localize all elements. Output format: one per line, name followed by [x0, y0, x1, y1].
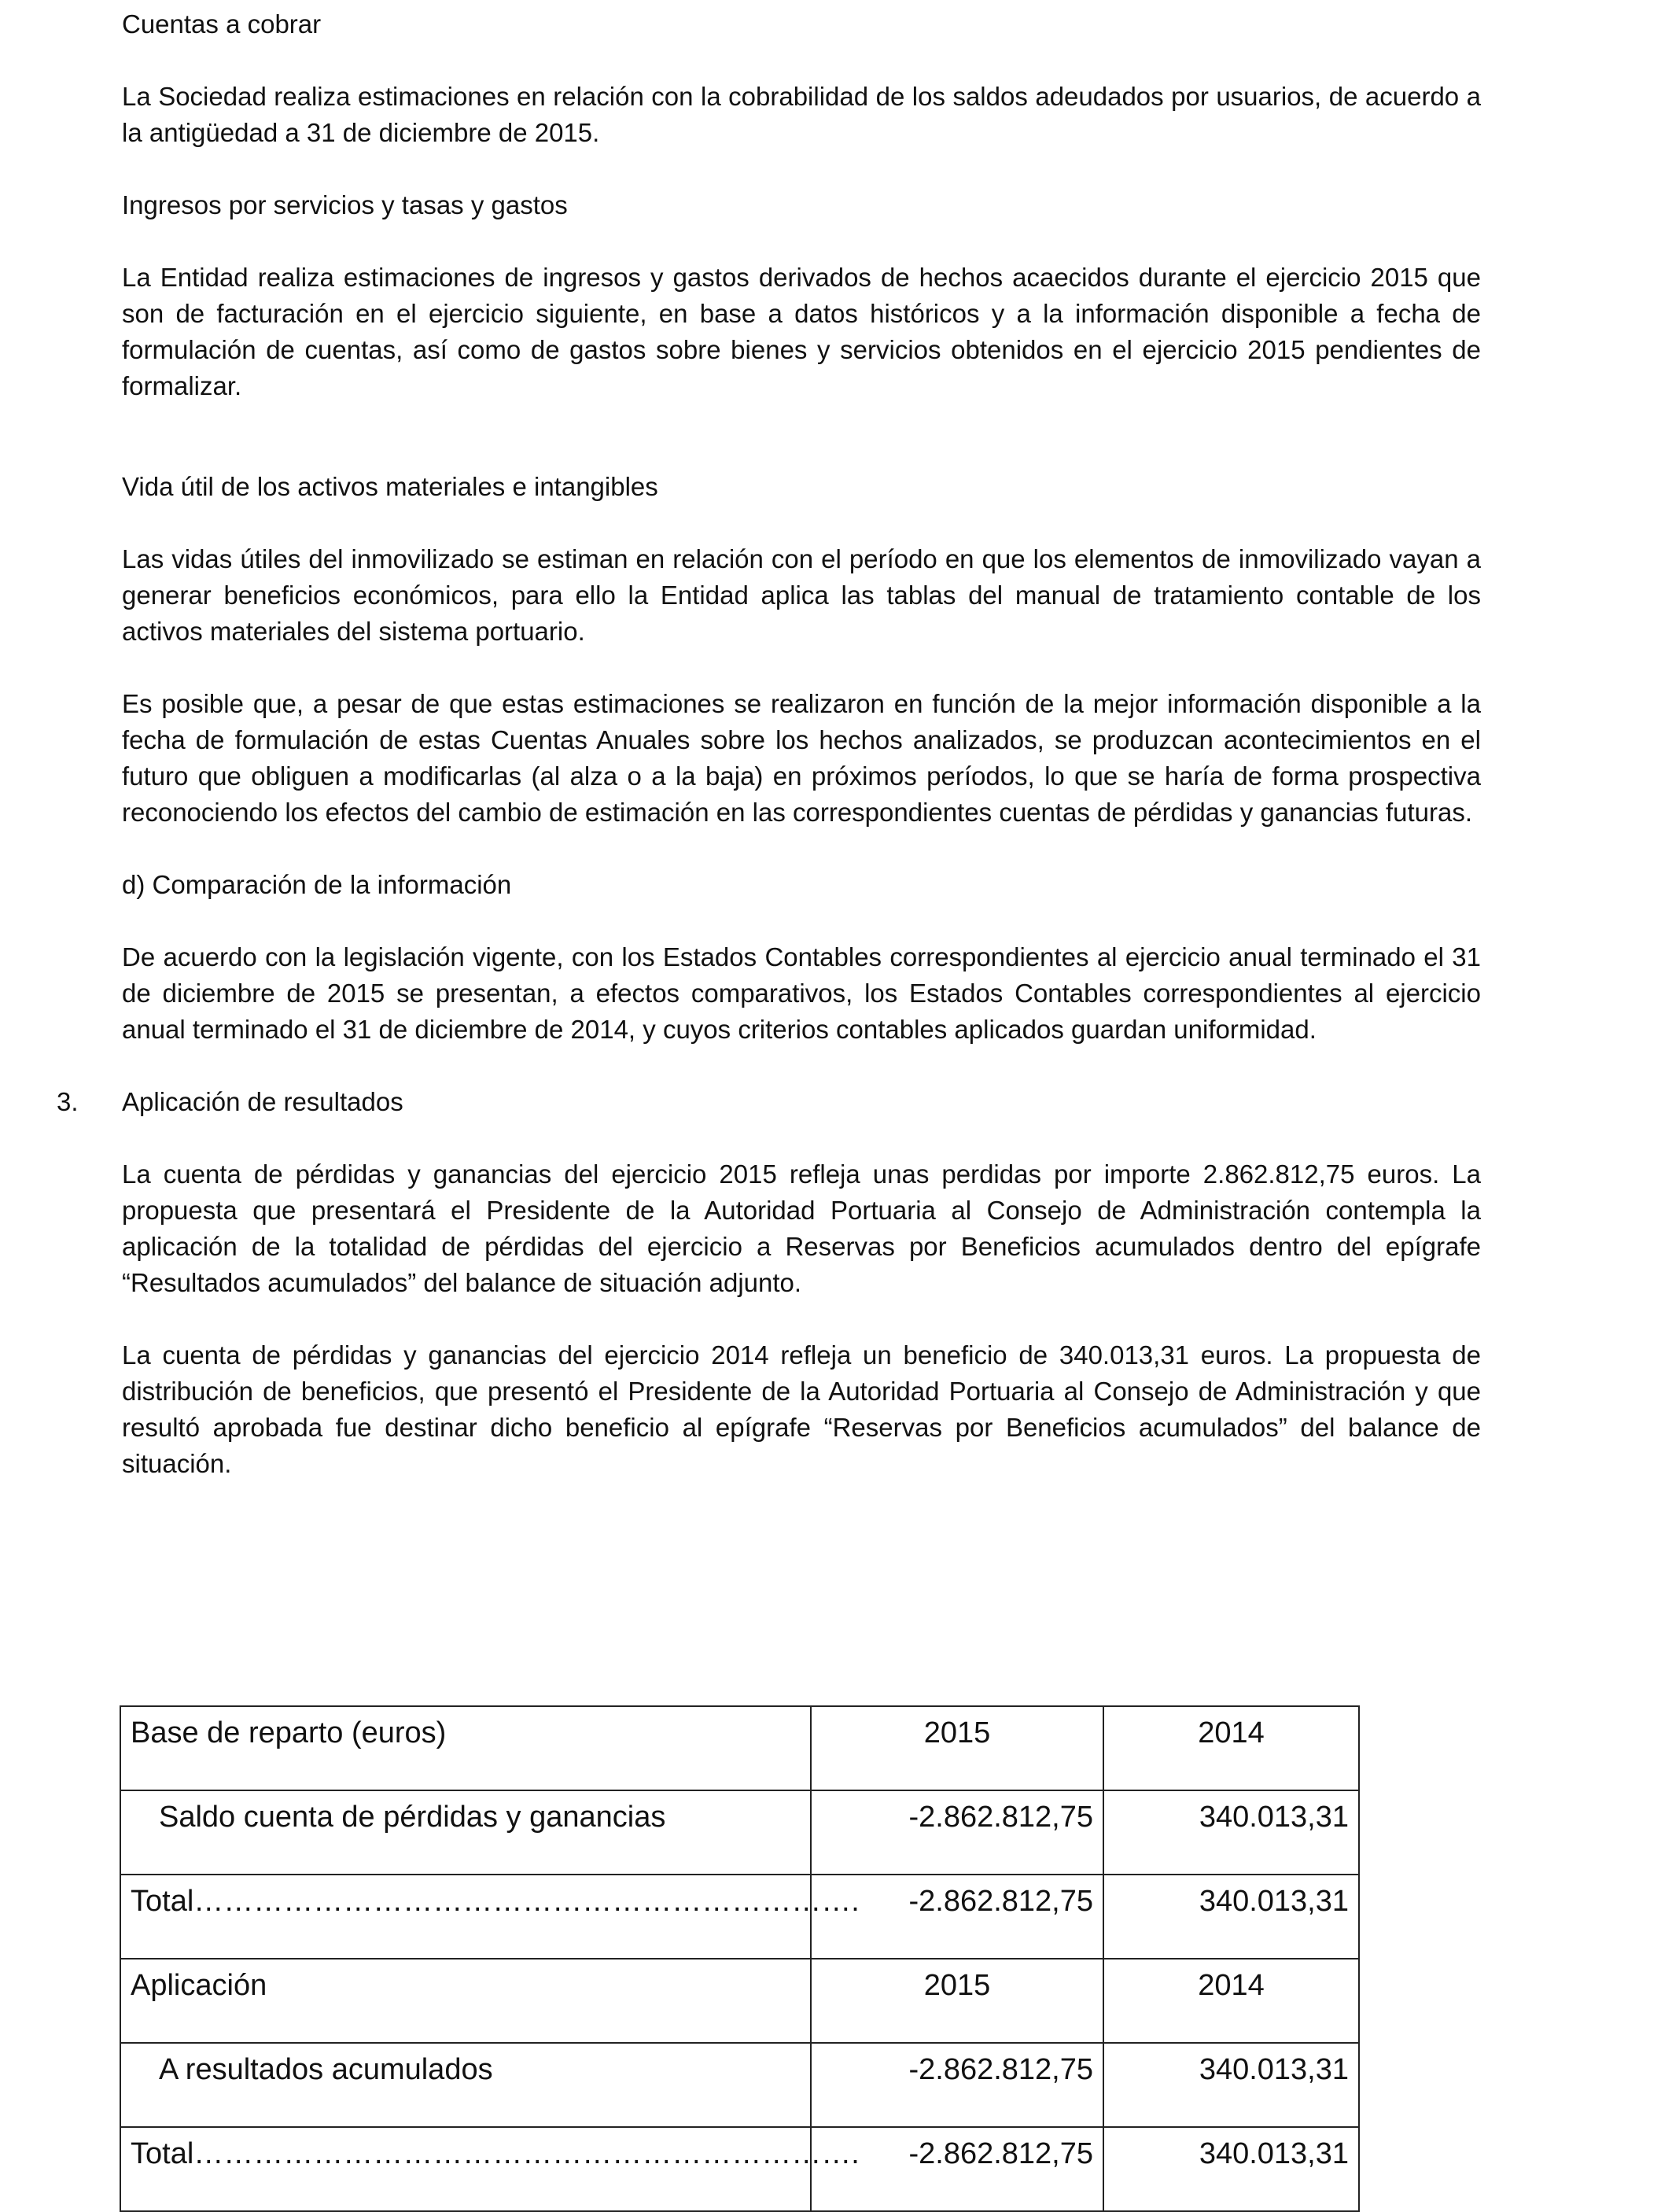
row-label: Total…………………………………………………………. [120, 2127, 811, 2211]
cell-2014: 2014 [1103, 1959, 1359, 2043]
heading-aplicacion: Aplicación de resultados [122, 1087, 403, 1116]
row-label: Aplicación [120, 1959, 811, 2043]
heading-comparacion: d) Comparación de la información [122, 870, 512, 899]
cell-2015: -2.862.812,75 [811, 1790, 1103, 1875]
cell-2014: 340.013,31 [1103, 1875, 1359, 1959]
cell-2015: -2.862.812,75 [811, 2127, 1103, 2211]
cell-2015: -2.862.812,75 [811, 2043, 1103, 2127]
paragraph-cuentas-a-cobrar: La Sociedad realiza estimaciones en relación con la cobrabilidad de los saldos adeudados por usuarios, de acuerdo a la antigüedad a 31 de diciembre de 2015. [122, 82, 1481, 147]
results-table [120, 1705, 1360, 2212]
cell-2015: 2015 [811, 1959, 1103, 2043]
paragraph-aplicacion-2: La cuenta de pérdidas y ganancias del ejercicio 2014 refleja un beneficio de 340.013,31 euros. La propuesta de distribución de beneficios, que presentó el Presidente de la Autoridad Portuaria al Consejo de Administración y que resultó aprobada fue destinar dicho beneficio al epígrafe “Reservas por Beneficios acumulados” del balance de situación. [122, 1340, 1481, 1478]
cell-2014: 2014 [1103, 1706, 1359, 1790]
heading-ingresos: Ingresos por servicios y tasas y gastos [122, 190, 568, 219]
cell-2014: 340.013,31 [1103, 2127, 1359, 2211]
section-aplicacion [57, 1084, 1481, 1120]
document-body [57, 6, 1481, 1482]
cell-2015: 2015 [811, 1706, 1103, 1790]
table-row [120, 1790, 1359, 1875]
results-table-wrapper [120, 1705, 1358, 2212]
row-label: Base de reparto (euros) [120, 1706, 811, 1790]
paragraph-vida-util-2: Es posible que, a pesar de que estas estimaciones se realizaron en función de la mejor información disponible a la fecha de formulación de estas Cuentas Anuales sobre los hechos analizados, se produzcan acontecimientos en el futuro que obliguen a modificarlas (al alza o a la baja) en próximos períodos, lo que se haría de forma prospectiva reconociendo los efectos del cambio de estimación en las correspondientes cuentas de pérdidas y ganancias futuras. [122, 689, 1481, 827]
table-row [120, 1706, 1359, 1790]
table-row [120, 1959, 1359, 2043]
paragraph-vida-util-1: Las vidas útiles del inmovilizado se estiman en relación con el período en que los elementos de inmovilizado vayan a generar beneficios económicos, para ello la Entidad aplica las tablas del manual de tratamiento contable de los activos materiales del sistema portuario. [122, 544, 1481, 646]
table-row [120, 2127, 1359, 2211]
paragraph-ingresos: La Entidad realiza estimaciones de ingresos y gastos derivados de hechos acaecidos durante el ejercicio 2015 que son de facturación en el ejercicio siguiente, en base a datos históricos y a la información disponible a fecha de formulación de cuentas, así como de gastos sobre bienes y servicios obtenidos en el ejercicio 2015 pendientes de formalizar. [122, 263, 1481, 400]
heading-cuentas-a-cobrar: Cuentas a cobrar [122, 9, 322, 39]
heading-vida-util: Vida útil de los activos materiales e intangibles [122, 472, 658, 501]
row-label: A resultados acumulados [120, 2043, 811, 2127]
row-label: Saldo cuenta de pérdidas y ganancias [120, 1790, 811, 1875]
cell-2014: 340.013,31 [1103, 1790, 1359, 1875]
paragraph-comparacion: De acuerdo con la legislación vigente, con los Estados Contables correspondientes al ejercicio anual terminado el 31 de diciembre de 2015 se presentan, a efectos comparativos, los Estados Contables correspondientes al ejercicio anual terminado el 31 de diciembre de 2014, y cuyos criterios contables aplicados guardan uniformidad. [122, 942, 1481, 1044]
cell-2014: 340.013,31 [1103, 2043, 1359, 2127]
paragraph-aplicacion-1: La cuenta de pérdidas y ganancias del ejercicio 2015 refleja unas perdidas por importe 2.862.812,75 euros. La propuesta que presentará el Presidente de la Autoridad Portuaria al Consejo de Administración contempla la aplicación de la totalidad de pérdidas del ejercicio a Reservas por Beneficios acumulados dentro del epígrafe “Resultados acumulados” del balance de situación adjunto. [122, 1159, 1481, 1297]
section-number: 3. [57, 1087, 79, 1116]
table-row [120, 2043, 1359, 2127]
table-row [120, 1875, 1359, 1959]
row-label: Total…………………………………………………………. [120, 1875, 811, 1959]
cell-2015: -2.862.812,75 [811, 1875, 1103, 1959]
